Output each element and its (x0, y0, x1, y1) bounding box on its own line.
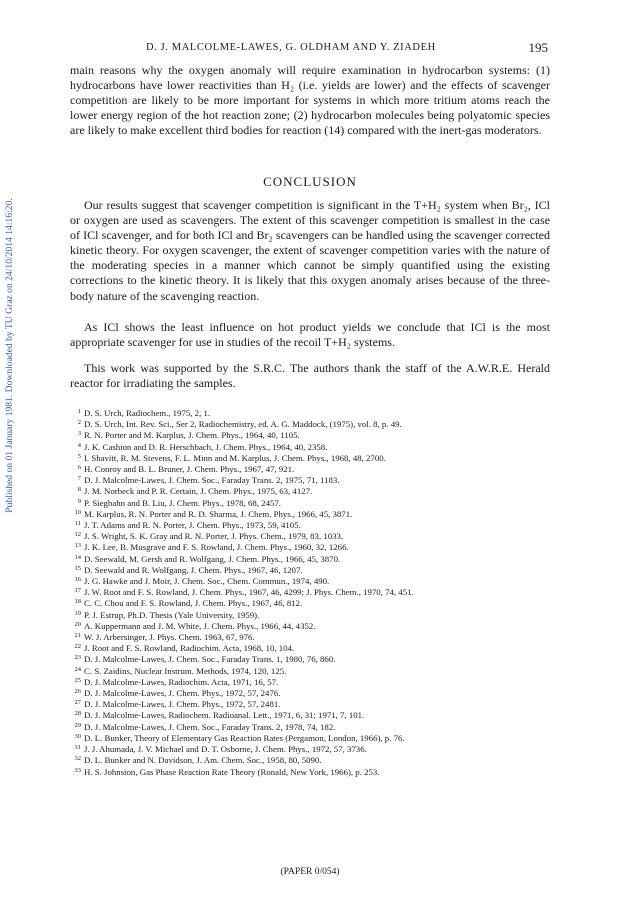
reference-number: 12 (74, 531, 81, 539)
reference-number: 25 (74, 676, 81, 684)
reference-number: 1 (77, 408, 81, 415)
reference-text: D. J. Malcolme-Lawes, J. Chem. Soc., Faraday Trans. 2, 1978, 74, 182. (84, 721, 336, 732)
reference-number: 9 (77, 497, 81, 505)
reference-number: 17 (74, 587, 81, 595)
reference-number: 16 (74, 576, 81, 584)
reference-text: M. Karplus, R. N. Porter and R. D. Sharma, J. Chem. Phys., 1966, 45, 3871. (84, 508, 353, 519)
reference-item (70, 419, 550, 430)
paragraph-acknowledgement: This work was supported by the S.R.C. The authors thank the staff of the A.W.R.E. Herald reactor for irradiating the samples. (70, 361, 550, 391)
reference-text: D. S. Urch, Int. Rev. Sci., Ser 2, Radiochemistry, ed. A. G. Maddock, (1975), vol. 8, p. 49. (84, 419, 402, 430)
reference-text: D. L. Bunker and N. Davidson, J. Am. Chem. Soc., 1958, 80, 5090. (84, 755, 322, 766)
reference-text: P. Siegbahn and B. Liu, J. Chem. Phys., 1978, 68, 2457. (84, 497, 281, 508)
reference-text: J. G. Hawke and J. Moir, J. Chem. Soc., Chem. Commun., 1974, 490. (84, 576, 330, 587)
reference-number: 10 (74, 508, 81, 516)
reference-number: 30 (74, 732, 81, 740)
reference-item (70, 755, 550, 766)
reference-item (70, 554, 550, 565)
reference-text: C. S. Zaidins, Nuclear Instrum. Methods, 1974, 120, 125. (84, 665, 287, 676)
reference-number: 8 (77, 486, 81, 494)
reference-item (70, 509, 550, 520)
reference-item (70, 722, 550, 733)
reference-item (70, 744, 550, 755)
reference-item (70, 565, 550, 576)
reference-item (70, 531, 550, 542)
reference-text: J. K. Cashion and D. R. Herschbach, J. Chem. Phys., 1964, 40, 2358. (84, 441, 328, 452)
reference-number: 26 (74, 688, 81, 696)
reference-text: D. Seewald and R. Wolfgang, J. Chem. Phys., 1967, 46, 1207. (84, 564, 303, 575)
running-title: D. J. MALCOLME-LAWES, G. OLDHAM AND Y. ZIADEH (146, 42, 436, 53)
reference-item (70, 688, 550, 699)
reference-item (70, 621, 550, 632)
paper-footer: (PAPER 0/054) (280, 867, 340, 877)
reference-text: D. Seewald, M. Gersh and R. Wolfgang, J. Chem. Phys., 1966, 45, 3870. (84, 553, 341, 564)
reference-item (70, 666, 550, 677)
section-heading-conclusion: CONCLUSION (263, 174, 357, 189)
reference-item (70, 576, 550, 587)
reference-item (70, 767, 550, 778)
reference-number: 24 (74, 665, 81, 673)
reference-text: D. S. Urch, Radiochem., 1975, 2, 1. (84, 408, 211, 418)
reference-text: D. J. Malcolme-Lawes, J. Chem. Phys., 1972, 57, 2476. (84, 688, 281, 699)
reference-text: H. S. Johnston, Gas Phase Reaction Rate Theory (Ronald, New York, 1966), p. 253. (84, 766, 380, 777)
reference-number: 27 (74, 699, 81, 707)
reference-item (70, 643, 550, 654)
reference-number: 18 (74, 598, 81, 606)
reference-item (70, 464, 550, 475)
download-watermark (2, 160, 16, 550)
reference-item (70, 632, 550, 643)
reference-text: D. J. Malcolme-Lawes, J. Chem. Soc., Faraday Trans. 2, 1975, 71, 1183. (84, 475, 340, 486)
reference-item (70, 453, 550, 464)
reference-text: J. M. Norbeck and P. R. Certain, J. Chem. Phys., 1975, 63, 4127. (84, 486, 313, 497)
reference-item (70, 486, 550, 497)
reference-text: H. Conroy and B. L. Bruner, J. Chem. Phys., 1967, 47, 921. (84, 464, 295, 475)
reference-number: 28 (74, 710, 81, 718)
reference-text: P. J. Estrup, Ph.D. Thesis (Yale University, 1959). (84, 609, 260, 620)
reference-text: R. N. Porter and M. Karplus, J. Chem. Phys., 1964, 40, 1105. (84, 430, 300, 441)
reference-item (70, 498, 550, 509)
paragraph-oxygen-anomaly: main reasons why the oxygen anomaly will require examination in hydrocarbon systems: (1) hydrocarbons have lower reactivities than H₂ (i.e. yields are lower) and the effects of scavenger competition are likely to be more important for systems in which more tritium atoms reach the lower energy region of the hot reaction zone; (2) hydrocarbon molecules being polyatomic species are likely to make excellent third bodies for reaction (14) compared with the inert-gas moderators. (70, 63, 550, 138)
reference-item (70, 475, 550, 486)
paragraph-conclusion-icl: As ICl shows the least influence on hot product yields we conclude that ICl is the most appropriate scavenger for use in studies of the recoil T+H₂ systems. (70, 320, 550, 350)
reference-number: 11 (74, 520, 81, 528)
reference-text: W. J. Arbersinger, J. Phys. Chem. 1963, 67, 976. (84, 632, 255, 643)
reference-item (70, 587, 550, 598)
reference-item (70, 598, 550, 609)
reference-item (70, 430, 550, 441)
reference-text: J. S. Wright, S. K. Gray and R. N. Porter, J. Phys. Chem., 1979, 83, 1033. (84, 531, 344, 542)
reference-item (70, 610, 550, 621)
reference-number: 6 (77, 464, 81, 472)
reference-text: I. Shavitt, R. M. Stevens, F. L. Minn and M. Karplus, J. Chem. Phys., 1968, 48, 2700. (84, 452, 386, 463)
reference-item (70, 520, 550, 531)
reference-item (70, 733, 550, 744)
reference-item (70, 699, 550, 710)
reference-text: D. J. Malcolme-Lawes, J. Chem. Soc., Faraday Trans. 1, 1980, 76, 860. (84, 654, 336, 665)
reference-text: J. Root and F. S. Rowland, Radiochim. Acta, 1968, 10, 104. (84, 643, 295, 654)
reference-number: 3 (77, 430, 81, 438)
reference-text: D. J. Malcolme-Lawes, Radiochim. Acta, 1971, 16, 57. (84, 676, 279, 687)
reference-number: 7 (77, 475, 81, 483)
reference-number: 20 (74, 620, 81, 628)
reference-text: J. W. Root and F. S. Rowland, J. Chem. Phys., 1967, 46, 4299; J. Phys. Chem., 1970, 74, 451. (84, 587, 414, 598)
reference-number: 14 (74, 553, 81, 561)
reference-list (70, 408, 550, 778)
reference-number: 29 (74, 721, 81, 729)
reference-number: 32 (74, 755, 81, 763)
reference-number: 23 (74, 654, 81, 662)
reference-item (70, 677, 550, 688)
reference-number: 15 (74, 564, 81, 572)
reference-text: C. C. Chou and F. S. Rowland, J. Chem. Phys., 1967, 46, 812. (84, 598, 303, 609)
reference-text: D. J. Malcolme-Lawes, Radiochem. Radioanal. Lett., 1971, 6, 31; 1971, 7, 101. (84, 710, 365, 721)
reference-number: 13 (74, 542, 81, 550)
reference-number: 19 (74, 609, 81, 617)
reference-item (70, 442, 550, 453)
reference-number: 22 (74, 643, 81, 651)
reference-text: J. K. Lee, B. Musgrave and F. S. Rowland, J. Chem. Phys., 1960, 32, 1266. (84, 542, 349, 553)
reference-number: 5 (77, 452, 81, 460)
reference-text: D. J. Malcolme-Lawes, J. Chem. Phys., 1972, 57, 2481. (84, 699, 281, 710)
reference-item (70, 710, 550, 721)
download-watermark-text: Published on 01 January 1981. Downloaded by TU Graz on 24/10/2014 14:16:20. (3, 197, 15, 513)
reference-text: D. L. Bunker, Theory of Elementary Gas Reaction Rates (Pergamon, London, 1966), p. 76. (84, 732, 405, 743)
page-number: 195 (528, 40, 548, 55)
reference-number: 2 (77, 419, 81, 427)
reference-number: 4 (77, 441, 81, 449)
running-header (70, 42, 550, 56)
reference-text: J. J. Ahumada, J. V. Michael and D. T. Osborne, J. Chem. Phys., 1972, 57, 3736. (84, 744, 367, 755)
reference-number: 21 (74, 632, 81, 640)
reference-number: 33 (74, 766, 81, 774)
reference-item (70, 408, 550, 419)
reference-number: 31 (74, 744, 81, 752)
reference-item (70, 542, 550, 553)
reference-text: J. T. Adams and R. N. Porter, J. Chem. Phys., 1973, 59, 4105. (84, 520, 301, 531)
reference-text: A. Kuppermann and J. M. White, J. Chem. Phys., 1966, 44, 4352. (84, 620, 316, 631)
paragraph-conclusion-results: Our results suggest that scavenger competition is significant in the T+H₂ system when Br₂, ICl or oxygen are used as scavengers. The extent of this scavenger competition is smallest in the case of ICl scavenger, and for both ICl and Br₂ scavengers can be handled using the scavenger corrected kinetic theory. For oxygen scavenger, the extent of scavenger competition varies with the nature of the moderating species in a manner which cannot be simply quantified using the existing corrections to the kinetic theory. It is likely that this oxygen anomaly arises because of the three-body nature of the scavenging reaction. (70, 198, 550, 303)
reference-item (70, 654, 550, 665)
